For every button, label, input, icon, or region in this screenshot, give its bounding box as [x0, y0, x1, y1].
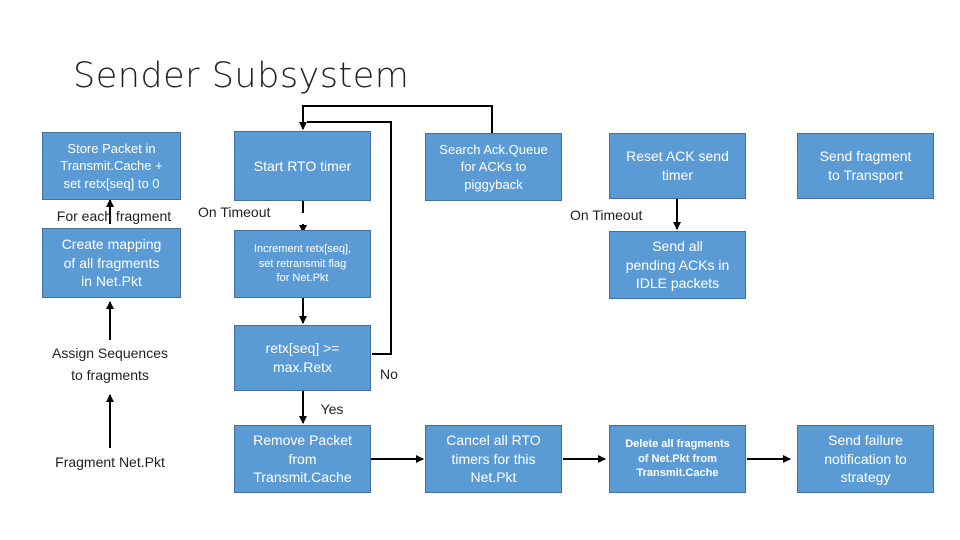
create-mapping-box [42, 228, 181, 298]
delete-fragments-box [609, 425, 746, 493]
start-rto-box [234, 131, 371, 201]
send-fragment-text: Send fragment to Transport [819, 148, 912, 183]
on-timeout-right-label: On Timeout [570, 207, 643, 223]
for-each-fragment-label: For each fragment [56, 208, 172, 224]
send-all-acks-box [609, 231, 746, 299]
send-failure-box [797, 425, 934, 493]
cancel-rto-text: Cancel all RTO timers for this Net.Pkt [446, 431, 541, 486]
search-ackqueue-box [425, 133, 562, 201]
send-fragment-box [797, 133, 934, 199]
remove-packet-box [234, 425, 371, 493]
on-timeout-left-label: On Timeout [198, 204, 271, 220]
create-mapping-text: Create mapping of all fragments in Net.Pkt [61, 235, 162, 290]
no-label: No [380, 366, 398, 382]
cancel-rto-box [425, 425, 562, 493]
page-title: Sender Subsystem [73, 56, 410, 96]
remove-packet-text: Remove Packet from Transmit.Cache [253, 431, 352, 486]
fragment-netpkt-label: Fragment Net.Pkt [55, 454, 165, 470]
store-packet-text: Store Packet in Transmit.Cache + set retx[seq] to 0 [60, 140, 163, 191]
increment-retx-text: Increment retx[seq], set retransmit flag for Net.Pkt [253, 242, 352, 285]
increment-retx-box [234, 230, 371, 298]
delete-fragments-text: Delete all fragments of Net.Pkt from Transmit.Cache [625, 437, 730, 480]
send-all-acks-text: Send all pending ACKs in IDLE packets [625, 237, 730, 292]
store-packet-box [42, 132, 181, 200]
start-rto-text: Start RTO timer [253, 157, 352, 174]
search-ackqueue-text: Search Ack.Queue for ACKs to piggyback [439, 141, 548, 192]
retx-check-text: retx[seq] >= max.Retx [265, 340, 340, 375]
assign-sequences-label: Assign Sequences to fragments [52, 345, 168, 383]
yes-label: Yes [320, 401, 344, 417]
retx-check-box [234, 325, 371, 391]
send-failure-text: Send failure notification to strategy [824, 431, 907, 486]
arrow-search-to-rto [303, 106, 492, 133]
reset-ack-text: Reset ACK send timer [626, 148, 729, 183]
reset-ack-box [609, 133, 746, 199]
